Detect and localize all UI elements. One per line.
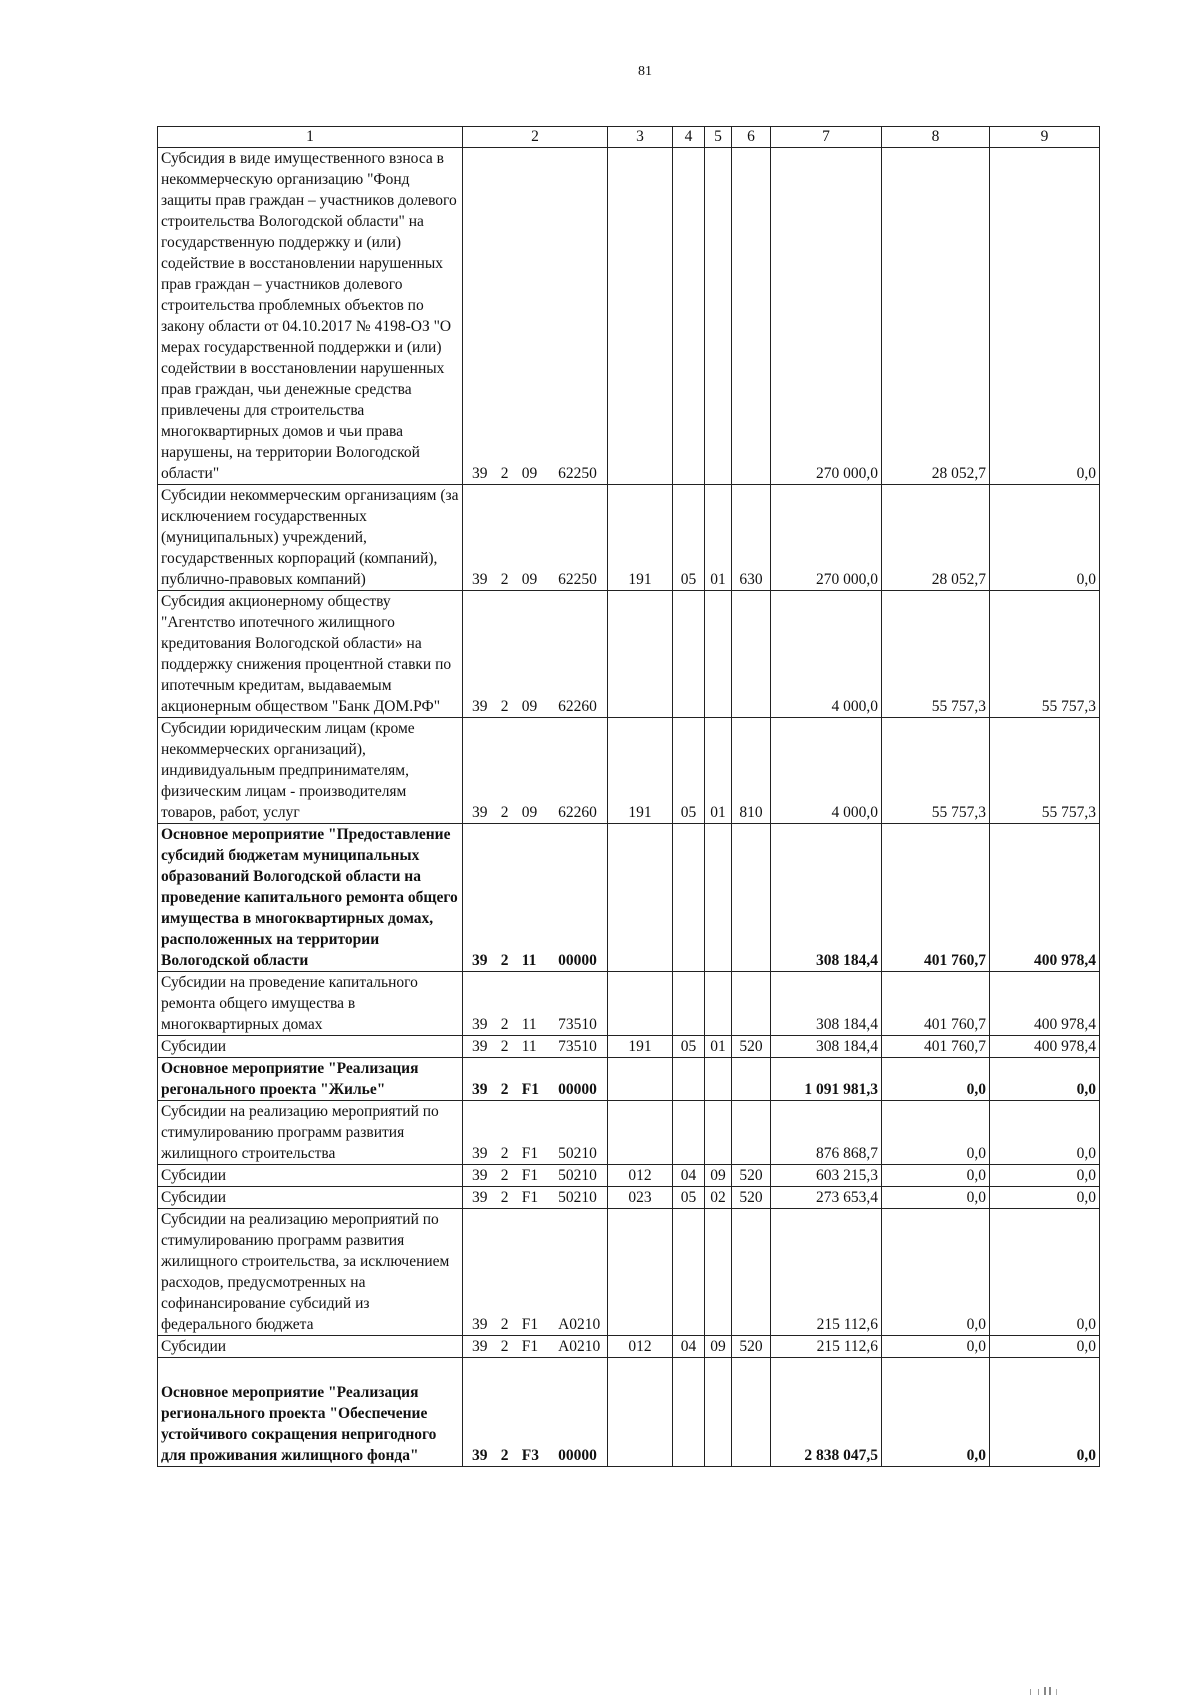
table-row <box>158 1101 1100 1165</box>
row-col-5: 01 <box>705 718 732 824</box>
row-col-3 <box>608 1101 673 1165</box>
row-col-8: 401 760,7 <box>882 824 990 972</box>
row-col-4: 04 <box>673 1336 705 1358</box>
row-name <box>158 972 463 1036</box>
code-part-2: 2 <box>500 465 509 482</box>
row-code <box>463 1165 608 1187</box>
row-code <box>463 1209 608 1336</box>
row-name <box>158 1358 463 1467</box>
row-col-6 <box>732 1058 771 1101</box>
code-part-3: F1 <box>521 1145 539 1162</box>
code-part-1: 39 <box>472 1338 488 1355</box>
row-code <box>463 1187 608 1209</box>
row-col-6: 520 <box>732 1187 771 1209</box>
row-name-text: Субсидии некоммерческим организациям (за исключением государственных (муниципальных) учреждений, государственных корпораций (компаний), публично-правовых компаний) <box>161 487 459 588</box>
row-name-text: Субсидии на реализацию мероприятий по стимулированию программ развития жилищного строительства, за исключением расходов, предусмотренных на софинансирование субсидий из федерального бюджета <box>161 1211 450 1333</box>
row-code <box>463 1101 608 1165</box>
row-name-text: Субсидии <box>161 1189 227 1206</box>
row-name <box>158 1187 463 1209</box>
row-col-9: 55 757,3 <box>990 718 1100 824</box>
row-col-9: 0,0 <box>990 1101 1100 1165</box>
row-code <box>463 485 608 591</box>
row-code <box>463 591 608 718</box>
row-col-6: 810 <box>732 718 771 824</box>
code-part-4: 62250 <box>558 465 597 482</box>
header-cell-1: 1 <box>158 127 463 148</box>
page-number: 81 <box>638 64 652 79</box>
code-part-1: 39 <box>472 952 488 969</box>
row-col-5: 02 <box>705 1187 732 1209</box>
row-name <box>158 1336 463 1358</box>
code-parts <box>466 1314 604 1335</box>
row-col-4 <box>673 972 705 1036</box>
row-code <box>463 1358 608 1467</box>
budget-table <box>157 126 1100 1467</box>
code-parts <box>466 569 604 590</box>
code-part-4: 50210 <box>558 1189 597 1206</box>
code-part-1: 39 <box>472 1189 488 1206</box>
table-row <box>158 1187 1100 1209</box>
row-col-7: 273 653,4 <box>771 1187 882 1209</box>
row-col-9: 0,0 <box>990 1187 1100 1209</box>
row-col-8: 0,0 <box>882 1058 990 1101</box>
code-part-3: F1 <box>521 1081 539 1098</box>
row-name <box>158 1058 463 1101</box>
row-name <box>158 824 463 972</box>
row-name <box>158 718 463 824</box>
code-parts <box>466 802 604 823</box>
code-parts <box>466 1187 604 1208</box>
row-col-4 <box>673 1358 705 1467</box>
row-col-4: 05 <box>673 1187 705 1209</box>
row-col-3: 191 <box>608 485 673 591</box>
row-col-7: 4 000,0 <box>771 718 882 824</box>
row-name-text: Субсидии <box>161 1338 227 1355</box>
row-col-9: 0,0 <box>990 1358 1100 1467</box>
row-col-3 <box>608 1209 673 1336</box>
row-col-8: 401 760,7 <box>882 1036 990 1058</box>
code-part-4: 62260 <box>558 804 597 821</box>
code-part-4: 62260 <box>558 698 597 715</box>
row-col-7: 4 000,0 <box>771 591 882 718</box>
row-col-8: 0,0 <box>882 1358 990 1467</box>
row-col-6 <box>732 1101 771 1165</box>
row-col-8: 0,0 <box>882 1165 990 1187</box>
row-col-5: 01 <box>705 485 732 591</box>
row-col-5 <box>705 148 732 485</box>
row-code <box>463 1036 608 1058</box>
table-row <box>158 1358 1100 1467</box>
row-name-text: Субсидии <box>161 1038 227 1055</box>
row-col-3 <box>608 591 673 718</box>
row-col-6 <box>732 824 771 972</box>
row-col-9: 0,0 <box>990 485 1100 591</box>
header-cell-6: 6 <box>732 127 771 148</box>
row-col-9: 400 978,4 <box>990 972 1100 1036</box>
row-col-6 <box>732 148 771 485</box>
code-part-1: 39 <box>472 698 488 715</box>
code-part-1: 39 <box>472 1081 488 1098</box>
header-cell-7: 7 <box>771 127 882 148</box>
row-col-5 <box>705 1058 732 1101</box>
row-col-3 <box>608 148 673 485</box>
code-part-2: 2 <box>500 1167 509 1184</box>
code-part-1: 39 <box>472 1167 488 1184</box>
row-col-4 <box>673 1058 705 1101</box>
table-row <box>158 824 1100 972</box>
code-part-3: 11 <box>521 1038 537 1055</box>
row-name-text: Субсидии на проведение капитального ремонта общего имущества в многоквартирных домах <box>161 974 418 1033</box>
row-col-9: 55 757,3 <box>990 591 1100 718</box>
row-col-6: 520 <box>732 1336 771 1358</box>
header-cell-2: 2 <box>463 127 608 148</box>
row-name-text: Субсидии юридическим лицам (кроме некоммерческих организаций), индивидуальным предпринимателям, физическим лицам - производителям товаров, работ, услуг <box>161 720 415 821</box>
code-part-3: F1 <box>521 1167 539 1184</box>
code-parts <box>466 1036 604 1057</box>
row-col-8: 401 760,7 <box>882 972 990 1036</box>
table-row <box>158 1165 1100 1187</box>
code-part-4: A0210 <box>558 1316 601 1333</box>
header-cell-4: 4 <box>673 127 705 148</box>
code-part-2: 2 <box>500 1038 509 1055</box>
row-col-8: 0,0 <box>882 1209 990 1336</box>
code-part-2: 2 <box>500 804 509 821</box>
row-name <box>158 485 463 591</box>
row-col-4 <box>673 148 705 485</box>
row-col-4: 05 <box>673 718 705 824</box>
code-part-4: 73510 <box>558 1038 597 1055</box>
row-code <box>463 824 608 972</box>
row-col-4 <box>673 824 705 972</box>
code-part-3: F3 <box>521 1447 539 1464</box>
row-col-4 <box>673 1209 705 1336</box>
row-name <box>158 1036 463 1058</box>
row-name-text: Субсидия в виде имущественного взноса в некоммерческую организацию "Фонд защиты прав граждан – участников долевого строительства Вологодской области" на государственную поддержку и (или) содействие в восстановлении нарушенных прав граждан – участников долевого строительства проблемных объектов по закону области от 04.10.2017 № 4198-ОЗ "О мерах государственной поддержки и (или) содействии в восстановлении нарушенных прав граждан, чьи денежные средства привлечены для строительства многоквартирных домов и чьи права нарушены, на территории Вологодской области" <box>161 150 457 482</box>
row-col-7: 603 215,3 <box>771 1165 882 1187</box>
table-row <box>158 1036 1100 1058</box>
code-part-1: 39 <box>472 1038 488 1055</box>
row-code <box>463 1058 608 1101</box>
row-name <box>158 1165 463 1187</box>
row-col-5: 01 <box>705 1036 732 1058</box>
row-col-3 <box>608 1058 673 1101</box>
row-col-4 <box>673 591 705 718</box>
row-col-6 <box>732 591 771 718</box>
code-part-3: 09 <box>521 804 538 821</box>
row-code <box>463 972 608 1036</box>
table-row <box>158 1058 1100 1101</box>
row-col-7: 2 838 047,5 <box>771 1358 882 1467</box>
code-part-2: 2 <box>500 1447 509 1464</box>
table-row <box>158 591 1100 718</box>
row-col-6: 630 <box>732 485 771 591</box>
header-cell-8: 8 <box>882 127 990 148</box>
row-col-9: 0,0 <box>990 1209 1100 1336</box>
row-col-6: 520 <box>732 1165 771 1187</box>
table-row <box>158 972 1100 1036</box>
header-cell-9: 9 <box>990 127 1100 148</box>
code-part-1: 39 <box>472 465 488 482</box>
row-col-8: 0,0 <box>882 1187 990 1209</box>
code-part-3: F1 <box>521 1338 539 1355</box>
code-parts <box>466 1014 604 1035</box>
code-part-3: F1 <box>521 1316 539 1333</box>
code-part-4: 00000 <box>558 1081 597 1098</box>
code-part-4: 00000 <box>558 952 597 969</box>
code-part-1: 39 <box>472 804 488 821</box>
row-col-9: 400 978,4 <box>990 824 1100 972</box>
code-part-2: 2 <box>500 1145 509 1162</box>
row-name-text: Основное мероприятие "Реализация регионального проекта "Обеспечение устойчивого сокращения непригодного для проживания жилищного фонда" <box>161 1384 437 1464</box>
table-row <box>158 1209 1100 1336</box>
row-col-7: 876 868,7 <box>771 1101 882 1165</box>
row-col-9: 0,0 <box>990 1165 1100 1187</box>
row-col-7: 308 184,4 <box>771 824 882 972</box>
row-name <box>158 1209 463 1336</box>
code-part-4: 62250 <box>558 571 597 588</box>
row-code <box>463 718 608 824</box>
code-part-3: 11 <box>521 1016 537 1033</box>
row-col-8: 0,0 <box>882 1336 990 1358</box>
code-part-4: A0210 <box>558 1338 601 1355</box>
row-col-3: 012 <box>608 1336 673 1358</box>
header-row <box>158 127 1100 148</box>
code-part-1: 39 <box>472 1447 488 1464</box>
row-col-5 <box>705 1358 732 1467</box>
code-parts <box>466 950 604 971</box>
code-part-2: 2 <box>500 1189 509 1206</box>
row-col-6: 520 <box>732 1036 771 1058</box>
code-part-4: 00000 <box>558 1447 597 1464</box>
code-part-2: 2 <box>500 571 509 588</box>
row-name <box>158 148 463 485</box>
code-part-1: 39 <box>472 1016 488 1033</box>
row-col-7: 270 000,0 <box>771 485 882 591</box>
row-col-7: 270 000,0 <box>771 148 882 485</box>
row-col-4 <box>673 1101 705 1165</box>
row-name-text: Субсидия акционерному обществу "Агентство ипотечного жилищного кредитования Вологодской области» на поддержку снижения процентной ставки по ипотечным кредитам, выдаваемым акционерным обществом "Банк ДОМ.РФ" <box>161 593 452 715</box>
row-col-9: 0,0 <box>990 1058 1100 1101</box>
row-col-7: 215 112,6 <box>771 1209 882 1336</box>
code-part-2: 2 <box>500 952 509 969</box>
row-name <box>158 591 463 718</box>
table-row <box>158 1336 1100 1358</box>
row-col-5 <box>705 1101 732 1165</box>
header-cell-5: 5 <box>705 127 732 148</box>
code-part-2: 2 <box>500 1081 509 1098</box>
row-col-5: 09 <box>705 1165 732 1187</box>
code-parts <box>466 1336 604 1357</box>
code-part-3: 09 <box>521 465 538 482</box>
row-col-7: 215 112,6 <box>771 1336 882 1358</box>
row-col-3 <box>608 1358 673 1467</box>
row-code <box>463 1336 608 1358</box>
row-col-9: 0,0 <box>990 148 1100 485</box>
code-part-2: 2 <box>500 698 509 715</box>
code-part-3: 09 <box>521 698 538 715</box>
code-part-3: 09 <box>521 571 538 588</box>
row-col-3 <box>608 972 673 1036</box>
row-col-4: 05 <box>673 1036 705 1058</box>
row-col-8: 28 052,7 <box>882 148 990 485</box>
code-parts <box>466 696 604 717</box>
row-col-4: 05 <box>673 485 705 591</box>
row-name <box>158 1101 463 1165</box>
code-part-4: 73510 <box>558 1016 597 1033</box>
row-name-text: Основное мероприятие "Предоставление субсидий бюджетам муниципальных образований Вологодской области на проведение капитального ремонта общего имущества в многоквартирных домах, расположенных на территории Вологодской области <box>161 826 458 969</box>
header-cell-3: 3 <box>608 127 673 148</box>
code-part-4: 50210 <box>558 1167 597 1184</box>
row-col-8: 28 052,7 <box>882 485 990 591</box>
code-parts <box>466 1079 604 1100</box>
row-col-8: 55 757,3 <box>882 718 990 824</box>
row-name-text: Субсидии <box>161 1167 227 1184</box>
row-col-5 <box>705 591 732 718</box>
code-part-3: 11 <box>521 952 537 969</box>
row-col-9: 0,0 <box>990 1336 1100 1358</box>
code-part-1: 39 <box>472 1145 488 1162</box>
row-col-6 <box>732 972 771 1036</box>
code-part-1: 39 <box>472 571 488 588</box>
code-part-2: 2 <box>500 1316 509 1333</box>
row-col-3: 191 <box>608 1036 673 1058</box>
row-col-7: 1 091 981,3 <box>771 1058 882 1101</box>
code-parts <box>466 1165 604 1186</box>
row-col-5: 09 <box>705 1336 732 1358</box>
row-col-5 <box>705 972 732 1036</box>
table-body <box>158 127 1100 1467</box>
row-col-3: 012 <box>608 1165 673 1187</box>
row-col-3: 023 <box>608 1187 673 1209</box>
code-part-2: 2 <box>500 1338 509 1355</box>
code-part-4: 50210 <box>558 1145 597 1162</box>
scan-artifact <box>1030 1687 1090 1695</box>
row-name-text: Субсидии на реализацию мероприятий по стимулированию программ развития жилищного строительства <box>161 1103 439 1162</box>
code-part-1: 39 <box>472 1316 488 1333</box>
row-col-6 <box>732 1358 771 1467</box>
row-col-7: 308 184,4 <box>771 1036 882 1058</box>
row-col-3: 191 <box>608 718 673 824</box>
table-row <box>158 485 1100 591</box>
row-col-6 <box>732 1209 771 1336</box>
row-col-8: 0,0 <box>882 1101 990 1165</box>
code-part-3: F1 <box>521 1189 539 1206</box>
row-col-4: 04 <box>673 1165 705 1187</box>
code-parts <box>466 1445 604 1466</box>
row-col-9: 400 978,4 <box>990 1036 1100 1058</box>
row-col-5 <box>705 1209 732 1336</box>
code-part-2: 2 <box>500 1016 509 1033</box>
table-row <box>158 718 1100 824</box>
code-parts <box>466 1143 604 1164</box>
row-col-5 <box>705 824 732 972</box>
row-col-8: 55 757,3 <box>882 591 990 718</box>
code-parts <box>466 463 604 484</box>
row-name-text: Основное мероприятие "Реализация регонального проекта "Жилье" <box>161 1060 419 1098</box>
row-code <box>463 148 608 485</box>
row-col-7: 308 184,4 <box>771 972 882 1036</box>
table-row <box>158 148 1100 485</box>
row-col-3 <box>608 824 673 972</box>
